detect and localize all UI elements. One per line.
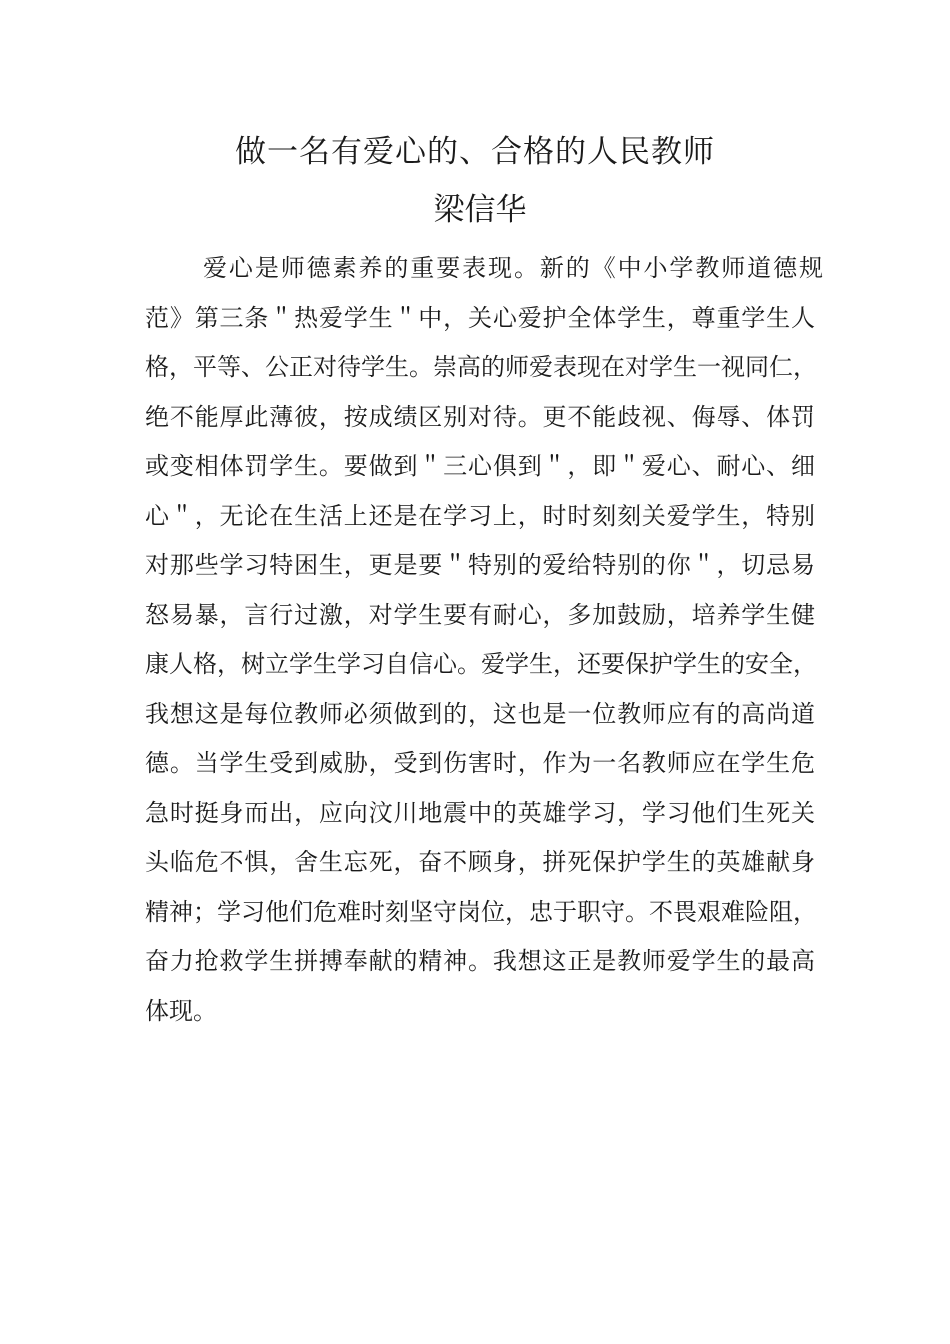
body-line: 我想这是每位教师必须做到的，这也是一位教师应有的高尚道 bbox=[145, 699, 815, 728]
body-line: 体现。 bbox=[145, 996, 217, 1025]
body-line: 急时挺身而出，应向汶川地震中的英雄学习，学习他们生死关 bbox=[145, 798, 815, 827]
document-body bbox=[145, 244, 823, 1036]
body-line: 对那些学习特困生，更是要＂特别的爱给特别的你＂，切忌易 bbox=[145, 551, 815, 579]
body-line: 或变相体罚学生。要做到＂三心俱到＂，即＂爱心、耐心、细 bbox=[145, 452, 815, 480]
body-line: 头临危不惧，舍生忘死，奋不顾身，拼死保护学生的英雄献身 bbox=[145, 848, 815, 876]
body-line: 奋力抢救学生拼搏奉献的精神。我想这正是教师爱学生的最高 bbox=[145, 947, 815, 975]
body-line: 心＂，无论在生活上还是在学习上，时时刻刻关爱学生，特别 bbox=[145, 501, 815, 530]
document-title: 做一名有爱心的、合格的人民教师 bbox=[235, 134, 715, 170]
body-line: 精神；学习他们危难时刻坚守岗位，忠于职守。不畏艰难险阻， bbox=[145, 897, 817, 926]
body-line: 德。当学生受到威胁，受到伤害时，作为一名教师应在学生危 bbox=[145, 749, 815, 777]
document-author: 梁信华 bbox=[433, 192, 527, 228]
body-line: 格，平等、公正对待学生。崇高的师爱表现在对学生一视同仁， bbox=[145, 353, 817, 381]
body-line: 爱心是师德素养的重要表现。新的《中小学教师道德规 bbox=[203, 254, 823, 282]
body-line: 绝不能厚此薄彼，按成绩区别对待。更不能歧视、侮辱、体罚 bbox=[145, 402, 815, 431]
body-line: 康人格，树立学生学习自信心。爱学生，还要保护学生的安全， bbox=[145, 650, 817, 678]
body-line: 范》第三条＂热爱学生＂中，关心爱护全体学生，尊重学生人 bbox=[145, 303, 815, 332]
body-line: 怒易暴，言行过激，对学生要有耐心，多加鼓励，培养学生健 bbox=[145, 600, 815, 629]
